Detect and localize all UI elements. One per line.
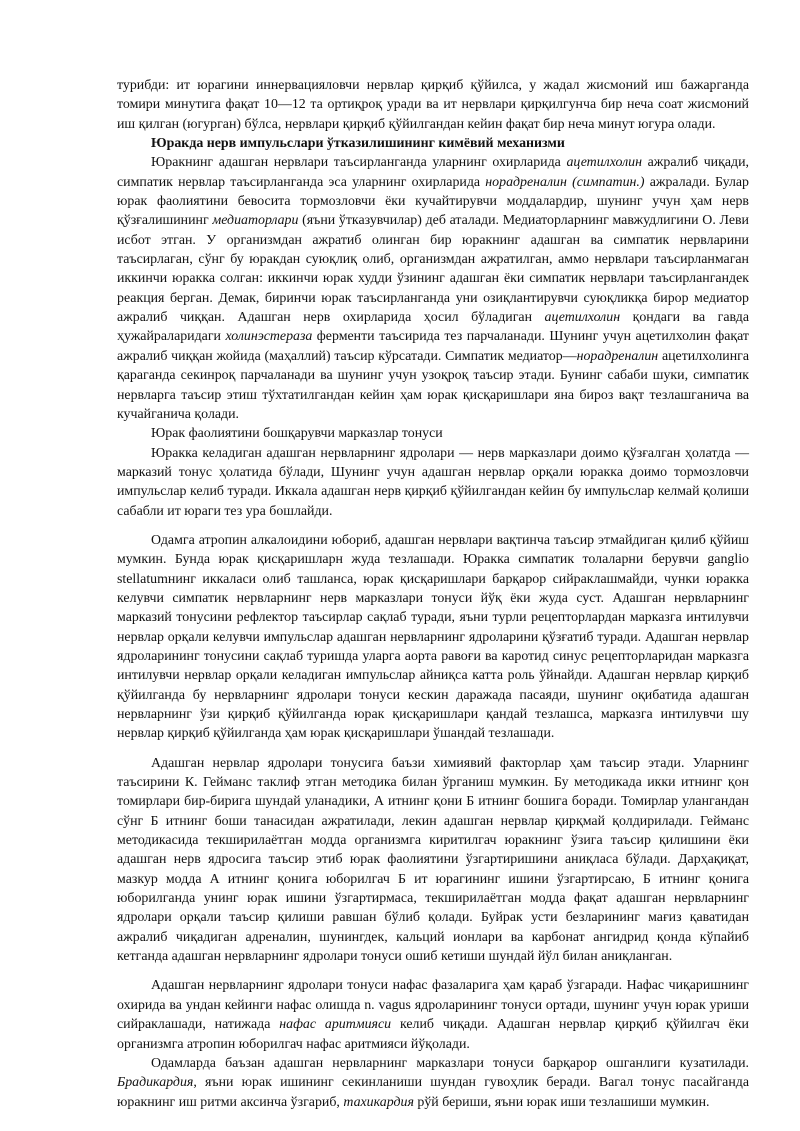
text-run: ацетилхолинга қараганда секинроқ парчаланади ва шунинг учун узоқроқ таъсир этади. Бунинг сабаби шуки, симпатик нервларга таъсир этиш тўхтатилгандан кейин ҳам юрак қисқаришлари яна бироз вақт тезлашганича ва кучайганича қолади.: [117, 348, 749, 422]
paragraph-respiratory-arrhythmia: [117, 976, 749, 1053]
term-cholinesterase: холинэстераза: [225, 329, 313, 345]
text-run: Одамларда баъзан адашган нервларнинг марказлари тонуси барқарор ошганлиги кузатилади.: [151, 1055, 749, 1071]
paragraph-intro: турибди: ит юрагини иннервацияловчи нервлар қирқиб қўйилса, у жадал жисмоний иш бажарганда томири минутига фақат 10—12 та ортиқроқ уради ва ит нервлари қирқилгунча бир неча соат жисмоний иш қилган (югурган) бўлса, нервлари қирқиб қўйилгандан кейин фақат бир неча минут югура олади.: [117, 78, 749, 132]
term-mediators: медиаторлари: [212, 213, 299, 229]
paragraph-heymans: Адашган нервлар ядролари тонусига баъзи химиявий факторлар ҳам таъсир этади. Уларнинг таъсирини К. Гейманс таклиф этган методика билан ўрганиш мумкин. Бу методикада икки итнинг қон томирлари бир-бирига шундай уланадики, А итнинг қони Б итнинг бошига боради. Томирлар улангандан сўнг Б итнинг боши танасидан ажратилади, лекин адашган нервлар қирқмай қолдирилади. Гейманс методикасида текширилаётган модда организмга киритилгач юракнинг ўзига таъсир қилишини ёки адашган нерв ядросига таъсир этиб юрак фаолиятини ўзгартиришини аниқласа бўлади. Дарҳақиқат, мазкур модда А итнинг қонига юборилгач Б ит юрагининг ишини ўзгартирсаю, Б итнинг қонига юборилганда унинг юрак ишини ўзгартирмаса, текширилаётган модда фақат адашган нервларнинг ядролари орқали таъсир қилиши равшан бўлиб қолади. Буйрак усти безларининг мағиз қаватидан ажралиб чиқадиган адреналин, шунингдек, кальций ионлари ва карбонат ангидрид қонда кўпайиб кетганда адашган нервларнинг ядролари тонуси ошиб кетиши шундай йўл билан аниқланган.: [117, 755, 749, 965]
term-acetylcholine: ацетилхолин: [544, 310, 621, 326]
term-noradrenaline: норадреналин (симпатин.): [485, 174, 645, 190]
text-run: Юракнинг адашган нервлари таъсирланганда уларнинг охирларида: [151, 155, 567, 171]
text-run: Адашган нервларнинг ядролари тонуси нафас фазаларига ҳам қараб ўзгаради. Нафас чиқаришнинг охирида ва ундан кейинги нафас олишда n. vagus ядроларининг тонуси ортади, шунинг учун юрак уриши сийраклашади, натижада: [117, 978, 749, 1033]
text-run: , яъни юрак ишининг секинланиши шундан гувоҳлик беради. Вагал тонус пасайганда юракнинг иш ритми аксинча ўзгариб,: [117, 1075, 749, 1110]
paragraph-central-tonus: Юракка келадиган адашган нервларнинг ядролари — нерв марказлари доимо қўзғалган ҳолатда — марказий тонус ҳолатида бўлади, Шунинг учун адашган нервлар орқали юракка доимо тормозловчи импульслар келиб туради. Иккала адашган нерв қирқиб қўйилгандан кейин бу импульслар келмай қолиши сабабли ит юраги тез ура бошлайди.: [117, 445, 749, 519]
text-run: қондаги ва гавда ҳужайраларидаги: [117, 310, 749, 345]
term-respiratory-arrhythmia: нафас аритмияси: [279, 1017, 392, 1033]
paragraph-atropine: Одамга атропин алкалоидини юбориб, адашган нервлари вақтинча таъсир этмайдиган қилиб қўйиш мумкин. Бунда юрак қисқаришларн жуда тезлашади. Юракка симпатик толаларни берувчи ganglio stellatumнинг иккаласи олиб ташланса, юрак қисқаришлари барқарор сийраклашмайди, чунки юракка келувчи симпатик нервларнинг нерв марказлари тонуси йўқ ёки жуда суст. Адашган нервларнинг марказий тонусини рефлектор таъсирлар сақлаб туради, яъни турли рецепторлардан марказга интилувчи нервлар орқали келувчи импульслар адашган нервларнинг ядроларини қўзғатиб туради. Адашган нервлар ядроларининг тонусини сақлаб туришда уларга аорта равоғи ва каротид синус рецепторларидан марказга интилувчи нервлар орқали келадиган импульслар айниқса катта роль ўйнайди. Адашган нервлар қирқиб қўйилганда бу нервларнинг ядролари тонуси кескин даражада пасаяди, шунинг оқибатида адашган нервларнинг ўзи қирқиб қўйилганда юрак қисқаришлари қандай тезлашса, марказга интилувчи шу нервлар қирқиб қўйилганда ҳам юрак қисқаришлари ўшандай тезлашади.: [117, 532, 749, 742]
term-acetylcholine: ацетилхолин: [566, 155, 643, 171]
paragraph-bradycardia: [117, 1054, 749, 1112]
section-heading: Юракда нерв импульслари ўтказилишининг кимёвий механизми: [151, 136, 565, 152]
document-page: [117, 76, 749, 1112]
paragraph-mediators: [117, 153, 749, 424]
text-run: келиб чиқади. Адашган нервлар қирқиб қўйилгач ёки организмга атропин юборилгач нафас аритмияси йўқолади.: [117, 1017, 749, 1052]
term-bradycardia: Брадикардия: [117, 1075, 194, 1091]
term-tachycardia: тахикардия: [343, 1094, 414, 1110]
text-run: (яъни ўтказувчилар) деб аталади. Медиаторларнинг мавжудлигини О. Леви исбот этган. У организмдан ажратиб олинган бир юракнинг адашган ва симпатик нервларини таъсирлаган, сўнг бу юракдан суюқлиқ олиб, организмдан ажратилган, аммо нервлари таъсирланмаган иккинчи юракка солган: иккинчи юрак худди ўзининг адашган ёки симпатик нервлари таъсирлангандек реакция берган. Демак, биринчи юрак таъсирланганда уни озиқлантирувчи суюқликқа бирор медиатор ажралиб чиққан. Адашган нерв охирларида ҳосил бўладиган: [117, 213, 749, 326]
text-run: ажралиб чиқади, симпатик нервлар таъсирланганда эса уларнинг охирларида: [117, 155, 749, 190]
term-noradrenaline: норадреналин: [576, 348, 659, 364]
text-run: рўй бериши, яъни юрак иши тезлашиши мумкин.: [413, 1094, 710, 1110]
text-run: ферменти таъсирида тез парчаланади. Шунинг учун ацетилхолин фақат ажралиб чиққан жойида (маҳаллий) таъсир кўрсатади. Симпатик медиатор—: [117, 329, 749, 364]
section-subheading: Юрак фаолиятини бошқарувчи марказлар тонуси: [151, 426, 443, 442]
text-run: ажралади. Булар юрак фаолиятини бевосита тормозловчи ёки кучайтирувчи моддалардир, шунинг учун ҳам нерв қўзғалишининг: [117, 174, 749, 229]
